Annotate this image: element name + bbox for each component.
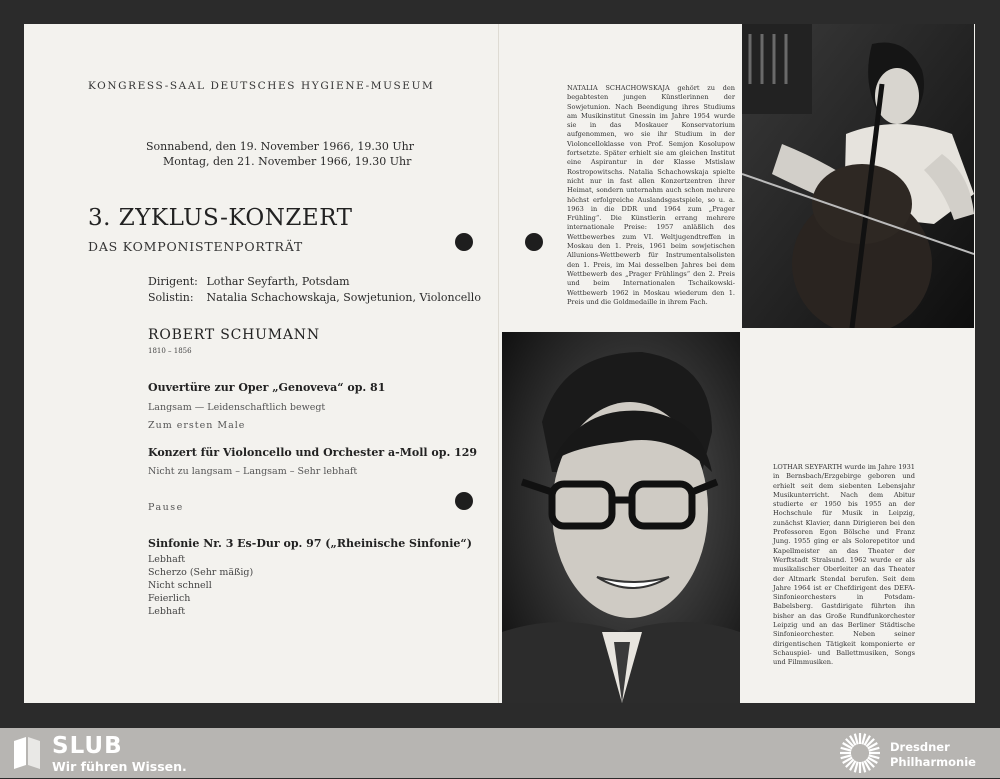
work-tempo: Nicht zu langsam – Langsam – Sehr lebhaft xyxy=(148,466,358,477)
conductor-biography: LOTHAR SEYFARTH wurde im Jahre 1931 in Bernsbach/Erzgebirge geboren und erhielt seit dem siebenten Lebensjahr Musikunterricht. Nach dem Abitur studierte er 1950 bis 1955 an der Hochschule für Musik in Leipzig, zunächst Klavier, dann Dirigieren bei den Professoren Egon Bölsche und Franz Jung. 1955 ging er als Solorepetitor und Kapellmeister an das Theater der Werftstadt Stralsund. 1962 wurde er als musikalischer Oberleiter an das Theater der Altmark Stendal berufen. Seit dem Jahre 1964 ist er Chefdirigent des DEFA-Sinfonieorchesters in Potsdam-Babelsberg. Gastdirigate führten ihn bisher an das Große Rundfunkorchester Leipzig und an das Berliner Städtische Sinfonieorchester. Neben seiner dirigentischen Tätigkeit komponierte er Schauspiel- und Ballettmusiken, Songs und Filmmusiken. xyxy=(773,463,915,667)
soloist-biography: NATALIA SCHACHOWSKAJA gehört zu den begabtesten jungen Künstlerinnen der Sowjetunion. Nach Beendigung ihres Studiums am Musikinstitut Gnessin im Jahre 1954 wurde sie in das Moskauer Konservatorium aufgenommen, wo sie ihr Studium in der Violoncelloklasse von Prof. Semjon Kosolupow fortsetzte. Später erhielt sie am gleichen Institut eine Aspirantur in der Klasse Mstislaw Rostropowitschs. Natalia Schachowskaja spielte nicht nur in fast allen Konzertzentren ihrer Heimat, sondern unternahm auch schon mehrere höchst erfolgreiche Auslandsgastspiele, so u. a. 1963 in die DDR und 1964 zum „Prager Frühling“. Die Künstlerin errang mehrere internationale Preise: 1957 anläßlich des Wettbewerbes zum VI. Weltjugendtreffen in Moskau den 1. Preis, 1961 beim sowjetischen Allunions-Wettbewerb für Instrumentalsolisten den 1. Preis, im Mai desselben Jahres bei dem Wettbewerb des „Prager Frühlings“ den 2. Preis und beim Internationalen Tschaikowski-Wettbewerb 1962 in Moskau wiederum den 1. Preis und die Goldmedaille in ihrem Fach. xyxy=(567,84,735,306)
composer-years: 1810 – 1856 xyxy=(148,347,192,355)
soloist-credit xyxy=(148,291,481,304)
work-title: Ouvertüre zur Oper „Genoveva“ op. 81 xyxy=(148,381,386,394)
pause-label: Pause xyxy=(148,502,184,513)
movement: Lebhaft xyxy=(148,554,186,565)
partner-name[interactable]: Philharmonie xyxy=(890,755,976,769)
punch-hole xyxy=(455,233,473,251)
concert-subtitle: DAS KOMPONISTENPORTRÄT xyxy=(88,239,304,254)
concert-title: 3. ZYKLUS-KONZERT xyxy=(88,205,353,231)
punch-hole xyxy=(525,233,543,251)
punch-hole xyxy=(455,492,473,510)
slub-brand[interactable]: SLUB xyxy=(52,733,123,759)
credit-role: Dirigent: xyxy=(148,275,198,288)
left-page xyxy=(24,24,498,703)
work-title: Konzert für Violoncello und Orchester a-Moll op. 129 xyxy=(148,446,478,459)
work-title: Sinfonie Nr. 3 Es-Dur op. 97 („Rheinische Sinfonie“) xyxy=(148,537,472,550)
conductor-credit xyxy=(148,275,350,288)
concert-date: Montag, den 21. November 1966, 19.30 Uhr xyxy=(163,155,412,168)
movement: Nicht schnell xyxy=(148,580,212,591)
concert-date: Sonnabend, den 19. November 1966, 19.30 Uhr xyxy=(146,140,414,153)
slub-logo-icon[interactable] xyxy=(12,735,42,769)
credit-name: Natalia Schachowskaja, Sowjetunion, Violoncello xyxy=(206,291,481,304)
composer-name: ROBERT SCHUMANN xyxy=(148,327,320,343)
conductor-photo xyxy=(502,332,740,703)
movement: Feierlich xyxy=(148,593,191,604)
movement: Scherzo (Sehr mäßig) xyxy=(148,567,254,578)
credit-name: Lothar Seyfarth, Potsdam xyxy=(206,275,350,288)
premiere-note: Zum ersten Male xyxy=(148,420,246,431)
movement: Lebhaft xyxy=(148,606,186,617)
venue-heading: KONGRESS-SAAL DEUTSCHES HYGIENE-MUSEUM xyxy=(88,80,435,92)
soloist-photo xyxy=(742,24,974,328)
philharmonie-logo-icon[interactable] xyxy=(838,731,882,775)
slub-slogan: Wir führen Wissen. xyxy=(52,759,187,774)
work-tempo: Langsam — Leidenschaftlich bewegt xyxy=(148,402,326,413)
credit-role: Solistin: xyxy=(148,291,194,304)
partner-name[interactable]: Dresdner xyxy=(890,740,950,754)
